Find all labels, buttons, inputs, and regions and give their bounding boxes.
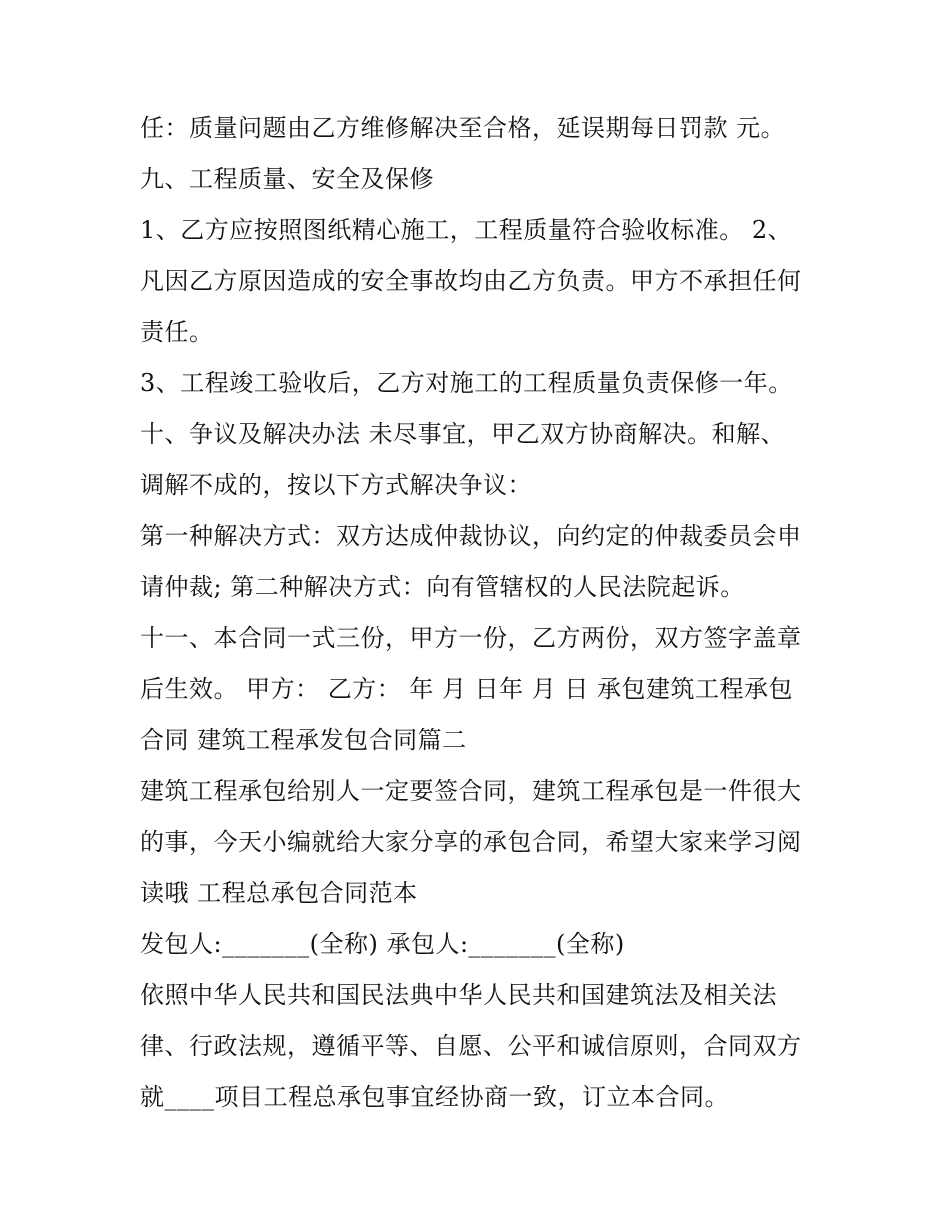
document-body (140, 103, 840, 1123)
text-line: 建筑工程承包给别人一定要签合同，建筑工程承包是一件很大 (140, 777, 802, 805)
text-line: 后生效。 甲方： 乙方： 年 月 日年 月 日 承包建筑工程承包 (140, 675, 794, 703)
text-line: 任：质量问题由乙方维修解决至合格，延误期每日罚款 元。 (140, 114, 786, 142)
party-line: 发包人:_______(全称) 承包人:_______(全称) (140, 930, 625, 958)
text-line: 依照中华人民共和国民法典中华人民共和国建筑法及相关法 (140, 981, 777, 1009)
text-line: 3、工程竣工验收后，乙方对施工的工程质量负责保修一年。 (140, 369, 793, 397)
text-line: 调解不成的，按以下方式解决争议： (140, 471, 532, 499)
text-line: 的事，今天小编就给大家分享的承包合同，希望大家来学习阅 (140, 828, 802, 856)
text-line: 第一种解决方式：双方达成仲裁协议，向约定的仲裁委员会申 (140, 522, 802, 550)
text-line: 凡因乙方原因造成的安全事故均由乙方负责。甲方不承担任何 (140, 267, 802, 295)
text-line: 就____项目工程总承包事宜经协商一致，订立本合同。 (140, 1083, 729, 1111)
text-line: 合同 建筑工程承发包合同篇二 (140, 726, 467, 754)
text-line: 1、乙方应按照图纸精心施工，工程质量符合验收标准。 2、 (140, 216, 793, 244)
section-heading: 九、工程质量、安全及保修 (140, 165, 434, 193)
text-line: 请仲裁; 第二种解决方式：向有管辖权的人民法院起诉。 (140, 573, 745, 601)
text-line: 读哦 工程总承包合同范本 (140, 879, 418, 907)
text-line: 律、行政法规，遵循平等、自愿、公平和诚信原则，合同双方 (140, 1032, 802, 1060)
section-heading: 十、争议及解决办法 未尽事宜，甲乙双方协商解决。和解、 (140, 420, 786, 448)
text-line: 责任。 (140, 318, 214, 346)
section-heading: 十一、本合同一式三份，甲方一份，乙方两份，双方签字盖章 (140, 624, 802, 652)
